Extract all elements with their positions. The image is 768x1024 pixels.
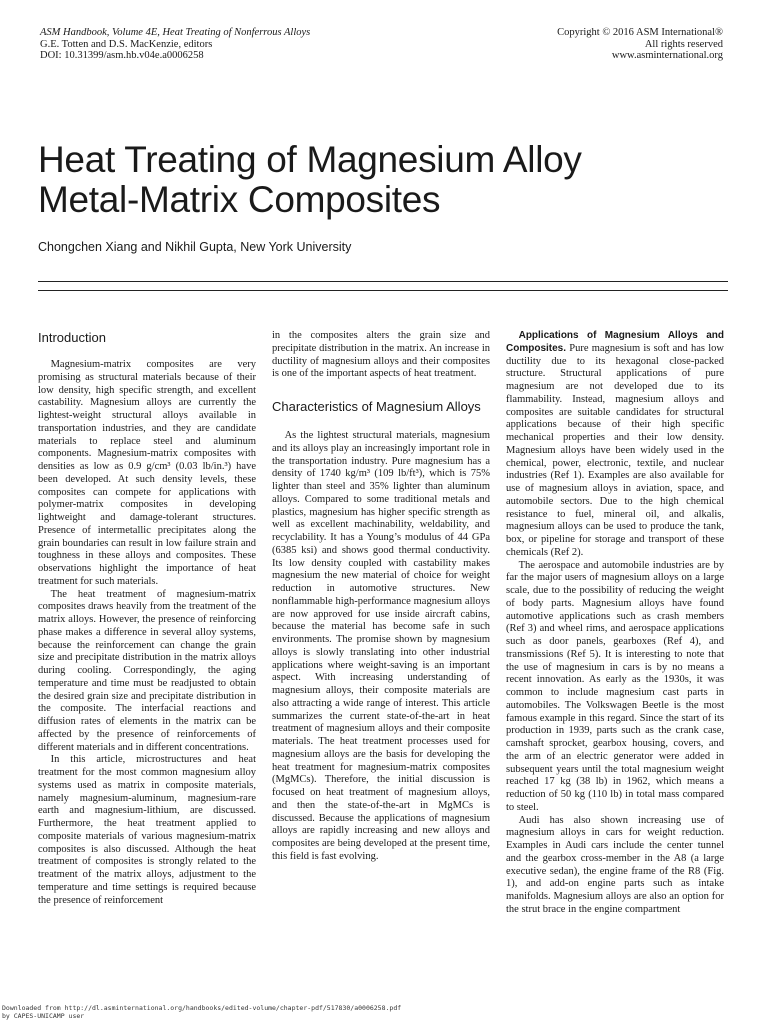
publisher-url[interactable]: www.asminternational.org [611, 50, 723, 61]
paragraph: As the lightest structural materials, magnesium and its alloys play an increasingly important role in the transportation industry. Pure magnesium has a density of 1740 kg/m³ (109 lb/ft³), which is 75% lighter than steel and 35% lighter than aluminum alloys. Compared to some traditional metals and plastics, magnesium has higher specific strength as well as excellent machinability, weldability, and recyclability. It has a Young’s modulus of 44 GPa (6385 ksi) and shows good thermal conductivity. Its low density coupled with castability makes magnesium the new material of choice for weight reduction in automotive structures. New nonflammable high-performance magnesium alloys are now approved for use inside aircraft cabins, because the material has become safe in such environments. The promise shown by magnesium alloys is slowly translating into other industrial applications where weight-saving is an important aspect. With increasing understanding of magnesium alloys, their composite materials are also attracting a wide range of interest. This article summarizes the current state-of-the-art in heat treatment of magnesium alloys and their composite materials. The heat treatment processes used for magnesium alloys are the basis for developing the heat treatment for magnesium-matrix composites (MgMCs). Therefore, the initial discussion is focused on heat treatment of magnesium alloys, and then the state-of-the-art in MgMCs is discussed. Because the applications of magnesium alloys are rapidly increasing and new alloys and composites are being developed at the present time, this field is fast evolving. [272, 430, 490, 862]
download-url-line[interactable]: Downloaded from http://dl.asminternational.org/handbooks/edited-volume/chapter-pdf/517830/a0006258.pdf [2, 1004, 402, 1012]
paragraph [506, 330, 724, 560]
running-header-right [557, 27, 723, 62]
paragraph-text: Pure magnesium is soft and has low ductility due to its hexagonal close-packed structure. Structural applications of pure magnesium are not developed due to its flammability. Instead, magnesium alloys and composites are suitable candidates for structural applications because of their high specific mechanical properties and their low density. Magnesium alloys have been widely used in the chemical, power, electronic, textile, and nuclear industries (Ref 1). Examples are also available for use of magnesium alloys in aviation, space, and automobile sectors. Due to the high chemical resistance to fuel, mineral oil, and alkalis, magnesium alloys can be used to produce the tank, box, or pipeline for storage and transport of these chemicals (Ref 2). [506, 342, 724, 558]
article-title-line2: Metal-Matrix Composites [38, 179, 441, 220]
paragraph: The heat treatment of magnesium-matrix composites draws heavily from the treatment of the matrix alloys. However, the presence of reinforcing phase makes a difference in several alloy systems, because the reinforcement can change the grain size and precipitate distribution in the matrix alloys during cooling. Correspondingly, the aging temperature and time must be readjusted to obtain the desired grain size and precipitate distribution in the composite. The interfacial reactions and diffusion rates of elements in the matrix can be affected by the presence of reinforcements of different materials and in different concentrations. [38, 588, 256, 753]
section-heading-characteristics: Characteristics of Magnesium Alloys [272, 399, 481, 414]
text-column-3 [506, 330, 724, 917]
paragraph: Magnesium-matrix composites are very promising as structural materials because of their low density, high specific strength, and excellent castability. Magnesium alloys are currently the lightest-weight structural alloys available in transportation industries, and they are candidate materials to replace steel and aluminum components. Magnesium-matrix composites with densities as low as 0.9 g/cm³ (0.03 lb/in.³) have been developed. At such density levels, these composites can compete for applications with polymer-matrix composites in developing lightweight and damage-tolerant structures. Presence of intermetallic precipitates along the grain boundaries can result in low failure strain and toughness in these alloys and composites. These observations highlight the importance of heat treatment for such materials. [38, 359, 256, 587]
paragraph-continued: in the composites alters the grain size and precipitate distribution in the matrix. An increase in ductility of magnesium alloys and their composites is one of the important aspects of heat treatment. [272, 330, 490, 380]
text-column-1 [38, 330, 256, 907]
paragraph: Audi has also shown increasing use of magnesium alloys in cars for weight reduction. Examples in Audi cars include the center tunnel and the gearbox cross-member in the A8 (a large executive sedan), the engine frame of the R8 (Fig. 1), and add-on engine parts such as intake manifolds. Magnesium alloys are also an option for the strut brace in the engine compartment [506, 814, 724, 915]
article-title [38, 140, 728, 220]
title-rule-bottom [38, 290, 728, 291]
section-heading-introduction: Introduction [38, 330, 106, 345]
subsection-runin-heading: Applications of Magnesium Alloys and Composites. [506, 330, 724, 354]
download-footer [2, 1005, 401, 1020]
handbook-citation: ASM Handbook, Volume 4E, Heat Treating of Nonferrous Alloys [40, 27, 311, 38]
running-header-left [40, 27, 310, 62]
article-title-line1: Heat Treating of Magnesium Alloy [38, 139, 582, 180]
editors-line: G.E. Totten and D.S. MacKenzie, editors [40, 38, 213, 50]
author-line: Chongchen Xiang and Nikhil Gupta, New York University [38, 240, 352, 254]
text-column-2 [272, 330, 490, 864]
download-user-line: by CAPES-UNICAMP user [2, 1011, 85, 1020]
doi-line[interactable]: DOI: 10.31399/asm.hb.v04e.a0006258 [40, 50, 204, 61]
paragraph: In this article, microstructures and heat treatment for the most common magnesium alloy systems used as matrix in composite materials, namely magnesium-aluminum, magnesium-rare earth and magnesium-lithium, are discussed. Furthermore, the heat treatment applied to composite materials of various magnesium-matrix composites is also discussed. Although the heat treatment of composites is strongly related to the treatment of the matrix alloys, adjustment to the temperature and time settings is required because the presence of reinforcement [38, 754, 256, 906]
paragraph: The aerospace and automobile industries are by far the major users of magnesium alloys on a large scale, due to the possibility of reducing the weight of body parts. Magnesium alloys have found automotive applications such as crash members (Ref 3) and wheel rims, and aerospace applications such as door panels, gearboxes (Ref 4), and transmissions (Ref 5). It is interesting to note that the use of magnesium in cars is by no means a recent innovation. As early as the 1930s, it was common to include magnesium cast parts in automobiles. The Volkswagen Beetle is the most famous example in this regard. Since the start of its production in 1939, parts such as the crank case, camshaft sprocket, gearbox housing, covers, and the arm of an electric generator were added in subsequent years until the total magnesium weight reached 17 kg (38 lb) in 1962, which means a reduction of 50 kg (110 lb) in total mass compared to steel. [506, 559, 724, 813]
rights-line: All rights reserved [644, 38, 723, 50]
title-rule-top [38, 281, 728, 282]
copyright-line: Copyright © 2016 ASM International® [557, 27, 723, 38]
